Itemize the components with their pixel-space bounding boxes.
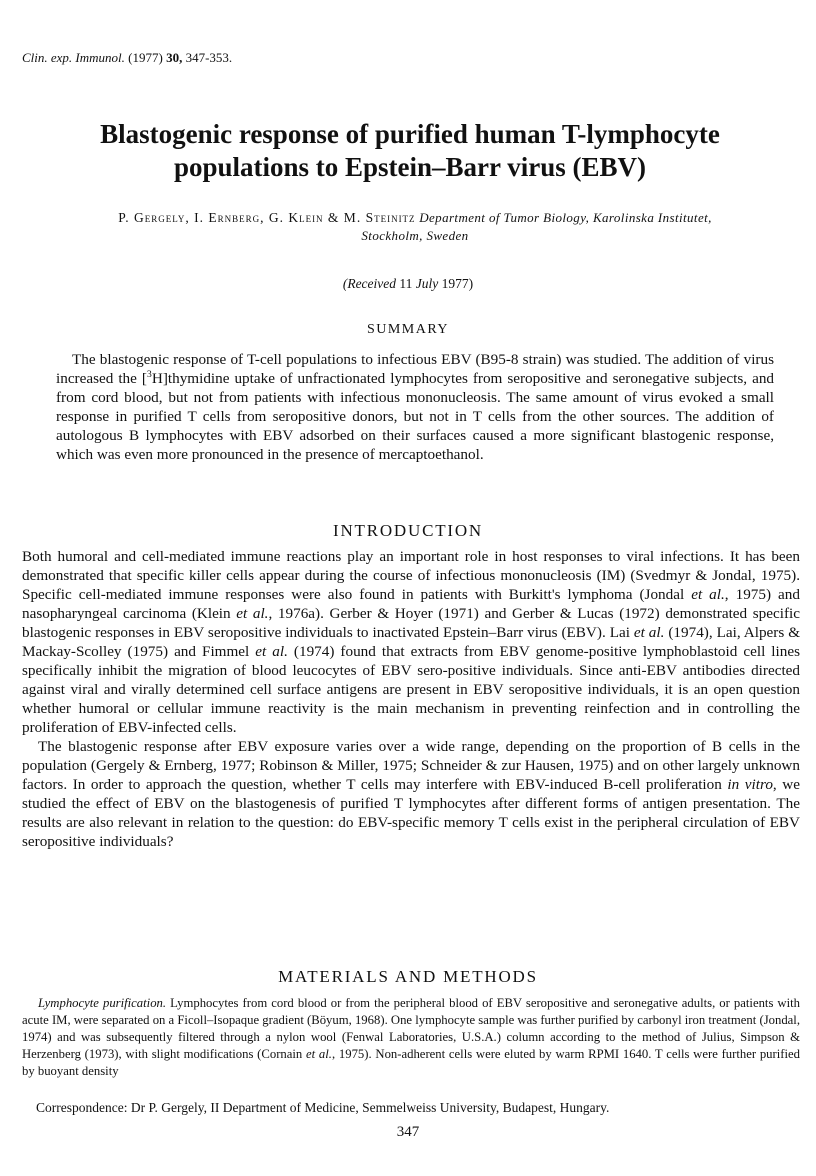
journal-year: (1977)	[128, 50, 163, 65]
intro-p2-a: The blastogenic response after EBV exposure varies over a wide range, depending on the proportion of B cells in the population (Gergely & Ernberg, 1977; Robinson & Miller, 1975; Schneider & zur Hausen, 1975) and on other largely unknown factors. In order to approach the question, whether T cells may interfere with EBV-induced B-cell proliferation	[22, 738, 800, 793]
author-names: P. Gergely, I. Ernberg, G. Klein & M. Steinitz	[118, 210, 416, 225]
summary-superscript: 3	[146, 368, 152, 380]
journal-pages: 347-353.	[185, 50, 233, 65]
intro-p1-c: , 1976a). Gerber & Hoyer (1971) and Gerber & Lucas (1972) demonstrated specific blastogenic responses in EBV seropositive individuals to inactivated Epstein–Barr virus (EBV). Lai	[22, 605, 800, 641]
intro-p2-b: , we studied the effect of EBV on the blastogenesis of purified T lymphocytes after different forms of antigen presentation. The results are also relevant in relation to the question: do EBV-specific memory T cells exist in the peripheral circulation of EBV seropositive individuals?	[22, 776, 800, 850]
intro-etal-4: et al.	[255, 643, 288, 660]
received-label: (Received	[342, 276, 397, 291]
received-day: 11	[399, 276, 413, 291]
received-month: July	[415, 276, 439, 291]
methods-text	[22, 995, 800, 1080]
summary-text	[56, 350, 774, 464]
journal-volume: 30,	[166, 50, 183, 65]
intro-paragraph-2	[22, 737, 800, 851]
journal-name: Clin. exp. Immunol.	[22, 50, 125, 65]
page-number: 347	[396, 1124, 420, 1140]
journal-citation	[22, 50, 232, 66]
methods-text-a: Lymphocytes from cord blood or from the peripheral blood of EBV seropositive and seronegative adults, or patients with acute IM, were separated on a Ficoll–Isopaque gradient (Böyum, 1968). One lymphocyte sample was further purified by carbonyl iron treatment (Jondal, 1974) and was subsequently filtered through a nylon wool (Fenwal Laboratories, U.S.A.) column according to the method of Julius, Simpson & Herzenberg (1973), with slight modifications (Cornain	[22, 996, 800, 1061]
intro-invitro: in vitro	[727, 776, 773, 793]
received-year: 1977)	[441, 276, 474, 291]
author-block	[30, 209, 800, 245]
title-line-1: Blastogenic response of purified human T-lymphocyte	[100, 119, 720, 149]
intro-p1-e: (1974) found that extracts from EBV genome-positive lymphoblastoid cell lines specifically inhibit the migration of blood leucocytes of EBV sero-positive individuals. Since anti-EBV antibodies directed against viral and virally determined cell surface antigens are present in EBV seropositive individuals, it is an open question whether humoral or cellular immune reactivity is the main mechanism in preventing reinfection and in controlling the proliferation of EBV-infected cells.	[22, 643, 800, 736]
correspondence-note: Correspondence: Dr P. Gergely, II Department of Medicine, Semmelweiss University, Budapest, Hungary.	[36, 1100, 610, 1115]
methods-heading: MATERIALS AND METHODS	[278, 967, 538, 986]
introduction-text	[22, 547, 800, 851]
article-title	[60, 118, 760, 184]
affiliation-line-1: Department of Tumor Biology, Karolinska Institutet,	[419, 210, 712, 225]
intro-p1-a: Both humoral and cell-mediated immune reactions play an important role in host responses to viral infections. It has been demonstrated that specific killer cells appear during the course of infectious mononucleosis (IM) (Svedmyr & Jondal, 1975). Specific cell-mediated immune responses were also found in patients with Burkitt's lymphoma (Jondal	[22, 548, 800, 603]
intro-p1-b: , 1975) and nasopharyngeal carcinoma (Klein	[22, 586, 800, 622]
title-line-2: populations to Epstein–Barr virus (EBV)	[173, 152, 647, 182]
summary-part-2: H]thymidine uptake of unfractionated lymphocytes from seropositive and seronegative subjects, and from cord blood, but not from patients with infectious mononucleosis. The same amount of virus evoked a small response in purified T cells from seropositive donors, but not in T cells from the other sources. The addition of autologous B lymphocytes with EBV adsorbed on their surfaces caused a more significant blastogenic response, which was even more pronounced in the presence of mercaptoethanol.	[56, 370, 775, 463]
summary-part-1: The blastogenic response of T-cell populations to infectious EBV (B95-8 strain) was studied. The addition of virus increased the [	[56, 351, 774, 387]
affiliation-line-2: Stockholm, Sweden	[361, 228, 469, 243]
intro-etal-1: et al.	[691, 586, 725, 603]
intro-etal-2: et al.	[236, 605, 269, 622]
intro-paragraph-1	[22, 547, 800, 737]
methods-etal: et al.	[306, 1047, 332, 1061]
summary-heading: SUMMARY	[366, 322, 450, 337]
received-date	[0, 276, 816, 292]
intro-p1-d: (1974), Lai, Alpers & Mackay-Scolley (1975) and Fimmel	[22, 624, 801, 660]
methods-subheading: Lymphocyte purification.	[38, 996, 167, 1010]
methods-text-b: , 1975). Non-adherent cells were eluted by warm RPMI 1640. T cells were further purified by buoyant density	[22, 1047, 801, 1078]
intro-etal-3: et al.	[633, 624, 665, 641]
introduction-heading: INTRODUCTION	[332, 521, 484, 540]
